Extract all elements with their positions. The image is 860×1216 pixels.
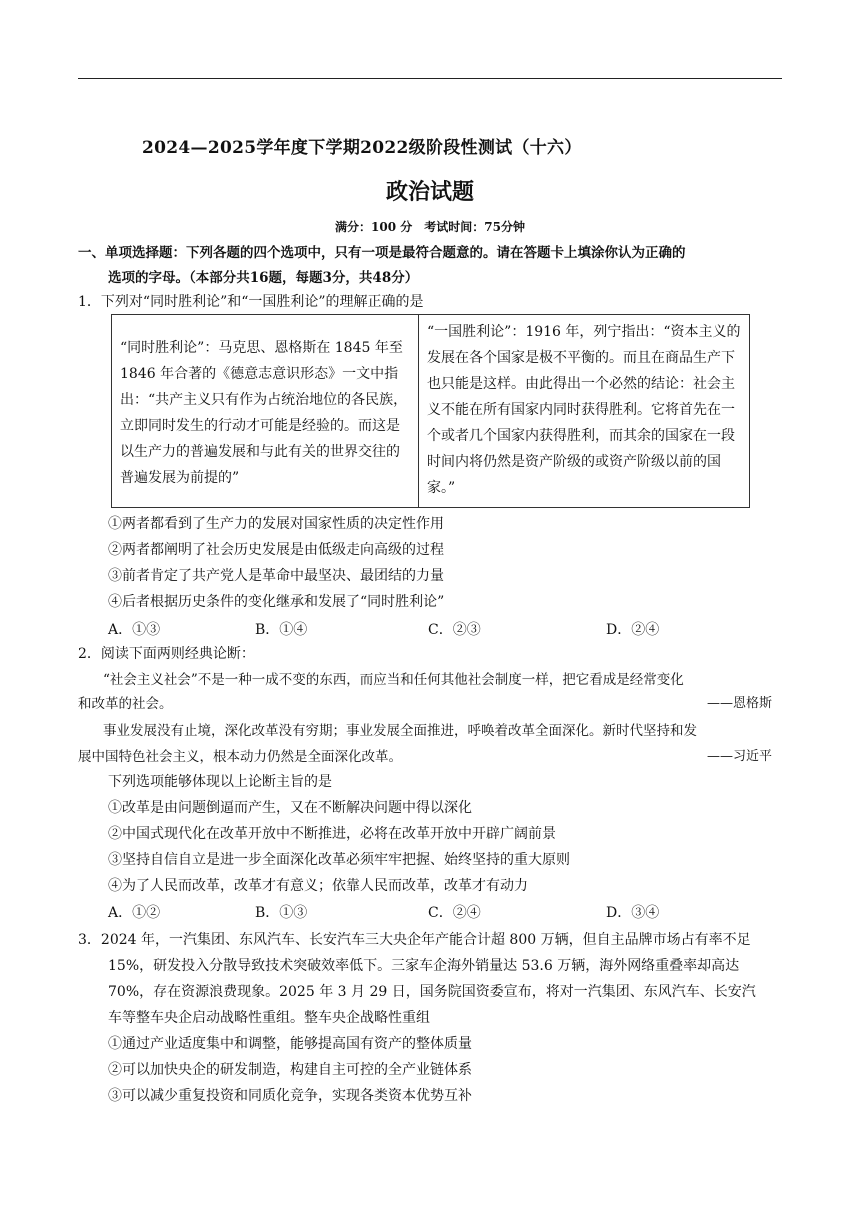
section-heading-line2: 选项的字母。（本部分共16题，每题3分，共48分） [108, 270, 419, 286]
q2-quote2-line2: 展中国特色社会主义，根本动力仍然是全面深化改革。 [78, 749, 402, 765]
q1-item-2: ②两者都阐明了社会历史发展是由低级走向高级的过程 [108, 542, 444, 558]
q1-item-3: ③前者肯定了共产党人是革命中最坚决、最团结的力量 [108, 568, 444, 584]
q2-option-c[interactable]: C．②④ [428, 905, 481, 921]
q2-option-a[interactable]: A．①② [108, 905, 161, 921]
q3-line4: 车等整车央企启动战略性重组。整车央企战略性重组 [108, 1010, 430, 1026]
q1-item-1: ①两者都看到了生产力的发展对国家性质的决定性作用 [108, 516, 444, 532]
q3-line1: 3．2024 年，一汽集团、东风汽车、长安汽车三大央企年产能合计超 800 万辆，但自主品牌市场占有率不足 [78, 932, 751, 948]
q1-item-4: ④后者根据历史条件的变化继承和发展了“同时胜利论” [108, 594, 445, 610]
q3-line3: 70%，存在资源浪费现象。2025 年 3 月 29 日，国务院国资委宣布，将对一汽集团、东风汽车、长安汽 [108, 984, 756, 1000]
section-heading [78, 241, 788, 291]
q1-right-cell: “一国胜利论”：1916 年，列宁指出：“资本主义的发展在各个国家是极不平衡的。而且在商品生产下也只能是这样。由此得出一个必然的结论：社会主义不能在所有国家内同时获得胜利。它将首先在一个或者几个国家内获得胜利，而其余的国家在一段时间内将仍然是资产阶级的或资产阶级以前的国家。” [419, 315, 750, 508]
q3-item-3: ③可以减少重复投资和同质化竞争，实现各类资本优势互补 [108, 1088, 472, 1104]
subject-title: 政治试题 [385, 179, 474, 205]
q3-line2: 15%，研发投入分散导致技术突破效率低下。三家车企海外销量达 53.6 万辆，海外网络重叠率却高达 [108, 958, 740, 974]
q1-option-d[interactable]: D．②④ [606, 622, 660, 638]
q2-quote2-author: ——习近平 [706, 749, 772, 764]
q2-quote1-line2: 和改革的社会。 [78, 696, 173, 712]
q1-option-b[interactable]: B．①④ [255, 622, 308, 638]
q2-item-2: ②中国式现代化在改革开放中不断推进，必将在改革开放中开辟广阔前景 [108, 826, 556, 842]
q1-option-a[interactable]: A．①③ [108, 622, 161, 638]
q2-question: 下列选项能够体现以上论断主旨的是 [108, 774, 332, 790]
q2-item-4: ④为了人民而改革，改革才有意义；依靠人民而改革，改革才有动力 [108, 878, 528, 894]
q1-comparison-table [111, 314, 750, 508]
q1-stem: 1．下列对“同时胜利论”和“一国胜利论”的理解正确的是 [78, 294, 424, 310]
q3-item-2: ②可以加快央企的研发制造，构建自主可控的全产业链体系 [108, 1062, 472, 1078]
q1-option-c[interactable]: C．②③ [428, 622, 481, 638]
exam-title: 2024—2025学年度下学期2022级阶段性测试（十六） [142, 138, 582, 158]
section-heading-line1: 一、单项选择题：下列各题的四个选项中，只有一项是最符合题意的。请在答题卡上填涂你认为正确的 [78, 245, 686, 261]
q2-option-d[interactable]: D．③④ [606, 905, 660, 921]
q2-quote1-line1: “社会主义社会”不是一种一成不变的东西，而应当和任何其他社会制度一样，把它看成是经常变化 [103, 672, 684, 688]
q2-quote2-line1: 事业发展没有止境，深化改革没有穷期；事业发展全面推进，呼唤着改革全面深化。新时代坚持和发 [103, 723, 697, 739]
q2-option-b[interactable]: B．①③ [255, 905, 308, 921]
header-rule [78, 78, 782, 79]
exam-meta: 满分：100 分 考试时间：75分钟 [335, 220, 525, 234]
q2-quote1-author: ——恩格斯 [706, 696, 772, 711]
q3-item-1: ①通过产业适度集中和调整，能够提高国有资产的整体质量 [108, 1036, 472, 1052]
q2-item-3: ③坚持自信自立是进一步全面深化改革必须牢牢把握、始终坚持的重大原则 [108, 852, 570, 868]
q1-left-cell: “同时胜利论”：马克思、恩格斯在 1845 年至 1846 年合著的《德意志意识形态》一文中指出：“共产主义只有作为占统治地位的各民族，立即同时发生的行动才可能是经验的。而这是以生产力的普遍发展和与此有关的世界交往的普遍发展为前提的” [112, 315, 419, 508]
q2-item-1: ①改革是由问题倒逼而产生，又在不断解决问题中得以深化 [108, 800, 472, 816]
q2-stem: 2．阅读下面两则经典论断： [78, 646, 255, 662]
